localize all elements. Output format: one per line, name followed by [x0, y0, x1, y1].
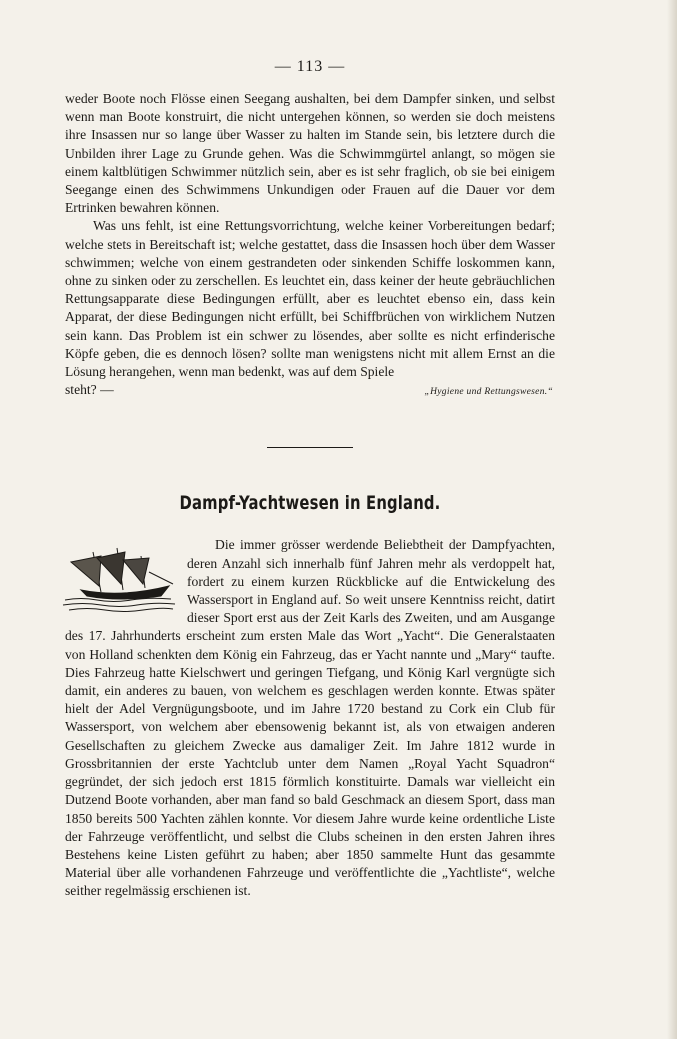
paragraph-top-1: weder Boote noch Flösse einen Seegang aushalten, bei dem Dampfer sinken, und selbst wenn man Boote konstruirt, die nicht untergehen können, so werden sie doch meistens ihre Insassen nur so lange über Wasser zu halten im Stande sein, bis letztere durch die Unbilden ihrer Lage zu Grunde gehen. Was die Schwimmgürtel anlangt, so mögen sie einem kaltblütigen Schwimmer nützlich sein, aber es ist sehr fraglich, ob sie bei einigem Seegange einen des Schwimmens Unkundigen oder Frauen auf die Dauer vor dem Ertrinken bewahren können. — [65, 91, 555, 216]
page-edge — [667, 0, 677, 1039]
paragraph-top-2: Was uns fehlt, ist eine Rettungsvorrichtung, welche keiner Vorbereitungen bedarf; welche stets in Bereitschaft ist; welche gestattet, dass die Insassen hoch über dem Wasser schwimmen; welche von einem gestrandeten oder sinkenden Schiffe loskommen kann, ohne zu sinken oder zu zerschellen. Es leuchtet ein, dass keiner der heute gebräuchlichen Rettungsapparate diese Bedingungen erfüllt, aber es leuchtet ebenso ein, dass kein Apparat, der diese Bedingungen nicht erfüllt, bei Schiffbrüchen von wirklichem Nutzen sein kann. Das Problem ist ein schwer zu lösendes, aber sollte es nicht erfinderische Köpfe geben, die es dennoch lösen? sollte man wenigstens nicht mit allem Ernst an die Lösung herangehen, wenn man bedenkt, was auf dem Spiele — [65, 218, 555, 380]
last-line-text: steht? — — [65, 382, 114, 398]
sailing-yacht-drawing — [61, 542, 179, 614]
section-divider — [267, 447, 353, 448]
page-number: — 113 — — [274, 58, 346, 75]
sailing-yacht-icon — [61, 542, 179, 614]
section-title: Dampf-Yachtwesen in England. — [179, 492, 441, 515]
source-citation: „Hygiene und Rettungswesen.“ — [424, 387, 553, 398]
page-content — [65, 58, 555, 901]
section-paragraph: Die immer grösser werdende Beliebtheit der Dampfyachten, deren Anzahl sich innerhalb fünf Jahren mehr als verdoppelt hat, fordert zu einem kurzen Rückblicke auf die Entwickelung des Wassersport in England auf. So weit unsere Kenntniss reicht, datirt dieser Sport erst aus der Zeit Karls des Zweiten, und am Ausgange des 17. Jahrhunderts erscheint zum ersten Male das Wort „Yacht“. Die Generalstaaten von Holland schenkten dem König ein Fahrzeug, das er Yacht nannte und „Mary“ taufte. Dies Fahrzeug hatte Kielschwert und geringen Tiefgang, und König Karl vergnügte sich damit, ein anderes zu bauen, von welchem es geschlagen werden konnte. Etwas später hielt der Adel Vergnügungsboote, und im Jahre 1720 bestand zu Cork ein Club für Wassersport, von welchem aber ebensowenig bekannt ist, als von etwaigen anderen Gesellschaften zu gleichem Zwecke aus damaliger Zeit. Im Jahre 1812 wurde in Grossbritannien der erste Yachtclub unter dem Namen „Royal Yacht Squadron“ gegründet, der sich jedoch erst 1815 förmlich konstituirte. Damals war vielleicht ein Dutzend Boote vorhanden, aber man fand so bald Geschmack an diesem Sport, dass man 1850 bereits 500 Yachten zählen konnte. Vor diesem Jahre wurde keine ordentliche Liste der Fahrzeuge veröffentlicht, und selbst die Clubs scheinen in den ersten Jahren ihres Bestehens keine Listen geführt zu haben; aber 1850 sammelte Hunt das gesammte Material über alle vorhandenen Fahrzeuge und veröffentlichte die „Yachtliste“, welche seither regelmässig erschienen ist. — [65, 537, 555, 899]
paragraph-top-end — [65, 381, 555, 401]
